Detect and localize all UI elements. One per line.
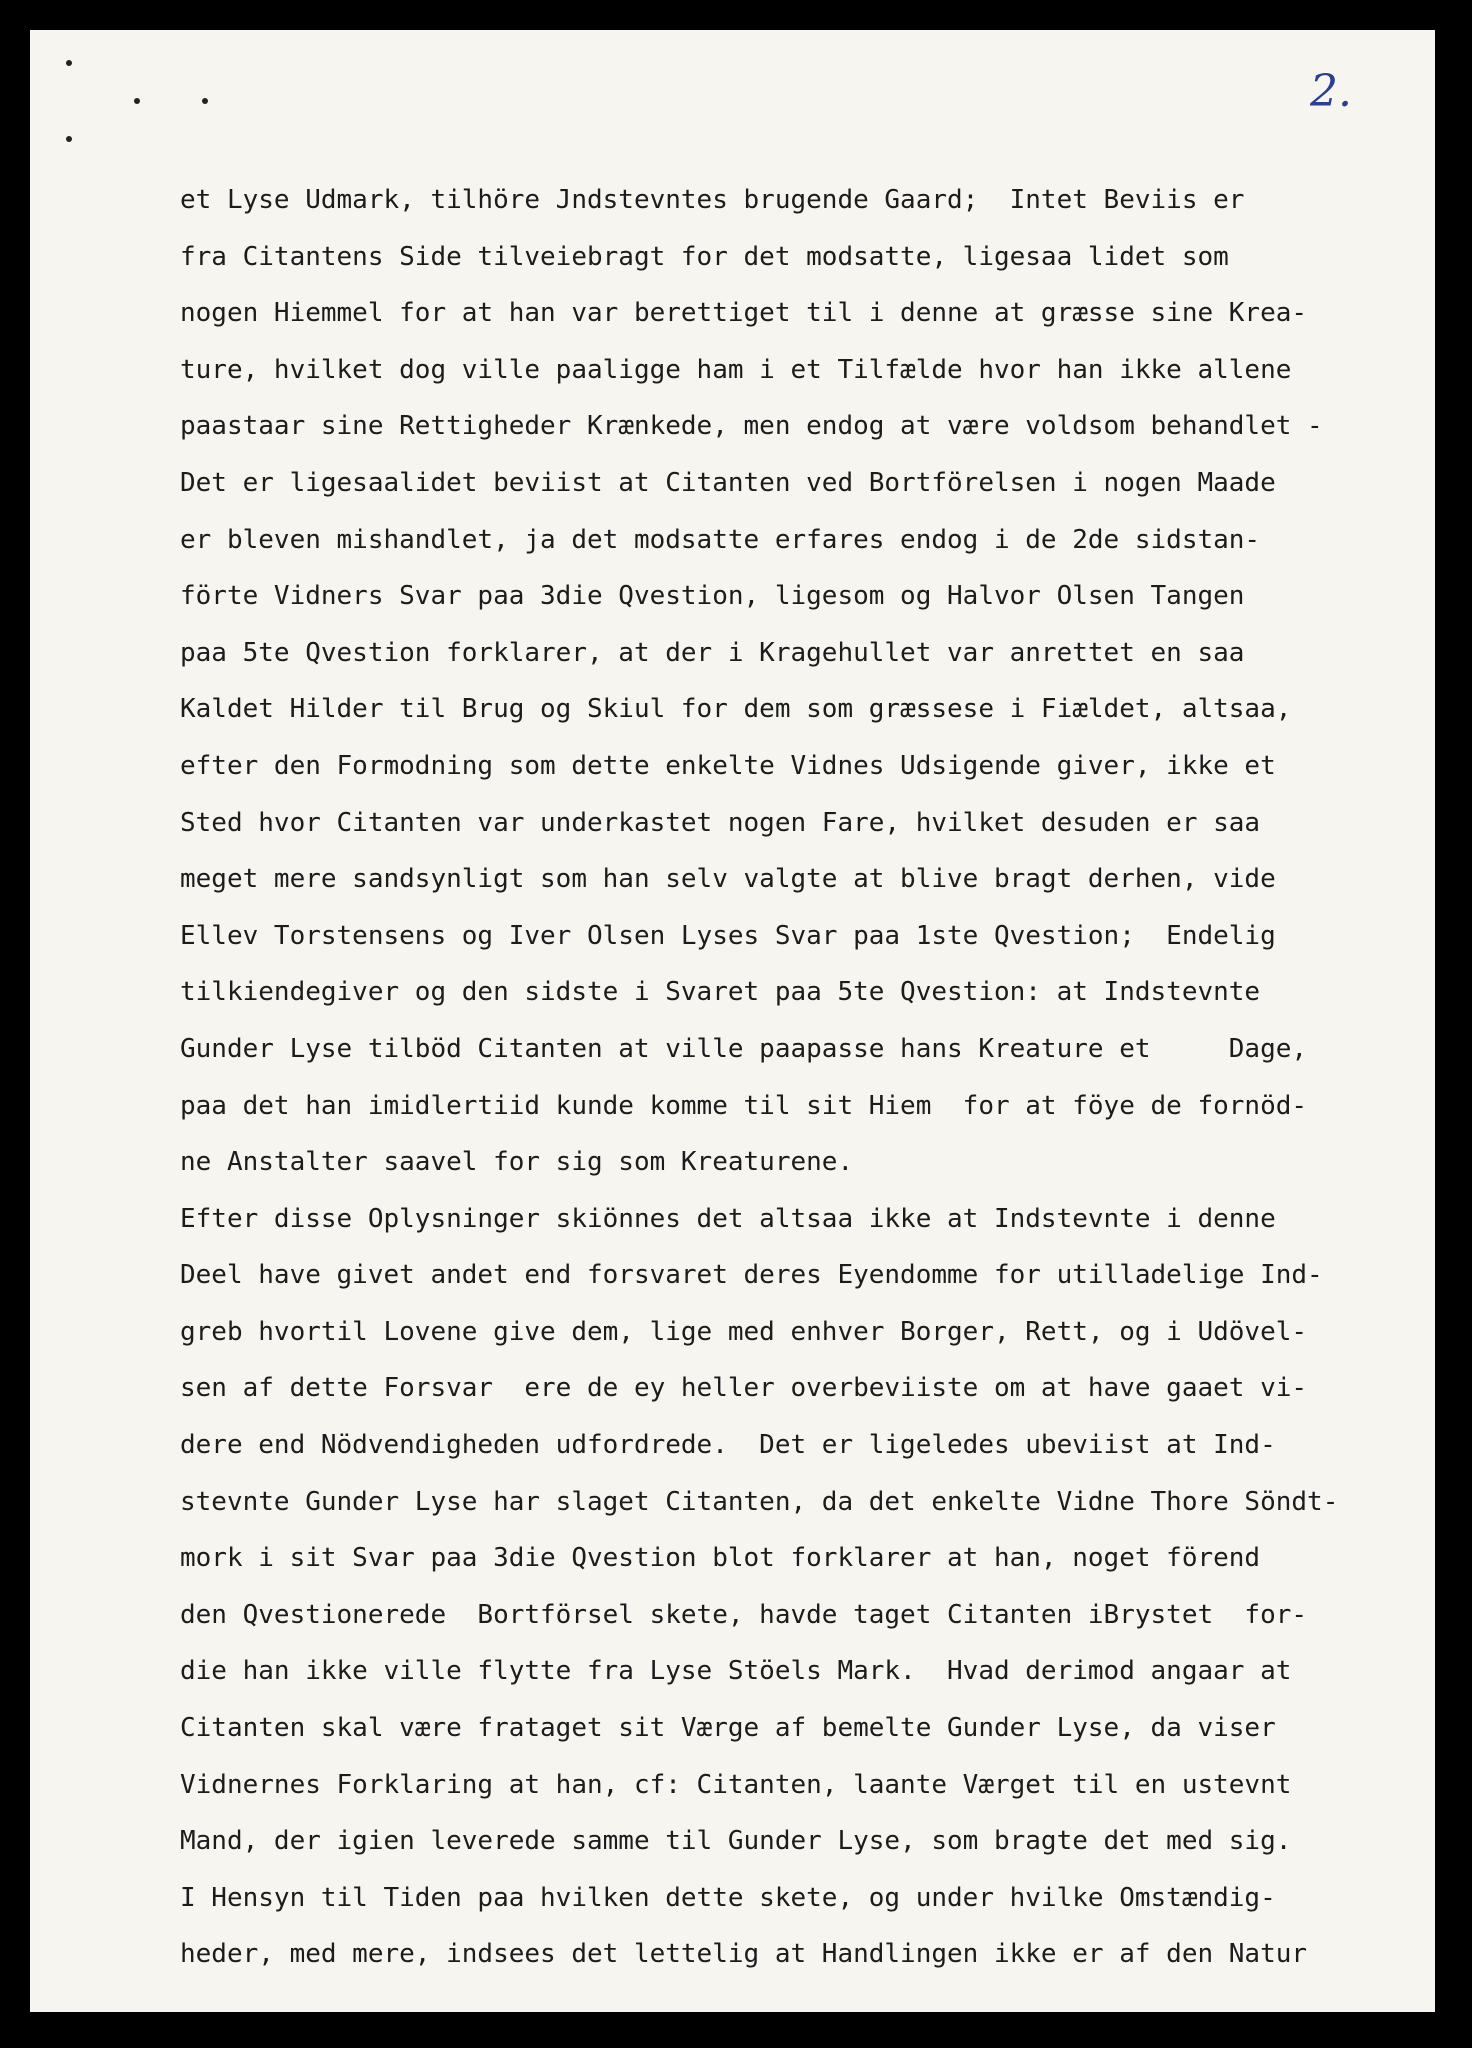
text-line: Mand, der igien leverede samme til Gunder Lyse, som bragte det med sig. xyxy=(180,1826,1292,1857)
text-line: ture, hvilket dog ville paaligge ham i et Tilfælde hvor han ikke allene xyxy=(180,354,1292,385)
text-line: Citanten skal være frataget sit Værge af bemelte Gunder Lyse, da viser xyxy=(180,1713,1276,1744)
text-line: förte Vidners Svar paa 3die Qvestion, ligesom og Halvor Olsen Tangen xyxy=(180,581,1245,612)
text-line: er bleven mishandlet, ja det modsatte erfares endog i de 2de sidstan- xyxy=(180,524,1261,555)
text-line: Gunder Lyse tilböd Citanten at ville paapasse hans Kreature et Dage, xyxy=(180,1033,1308,1064)
text-line: greb hvortil Lovene give dem, lige med enhver Borger, Rett, og i Udövel- xyxy=(180,1316,1308,1347)
text-line: Ellev Torstensens og Iver Olsen Lyses Svar paa 1ste Qvestion; Endelig xyxy=(180,920,1276,951)
text-line: dere end Nödvendigheden udfordrede. Det er ligeledes ubeviist at Ind- xyxy=(180,1430,1276,1461)
text-line: paa 5te Qvestion forklarer, at der i Kragehullet var anrettet en saa xyxy=(180,637,1245,668)
text-line: Sted hvor Citanten var underkastet nogen Fare, hvilket desuden er saa xyxy=(180,807,1261,838)
text-line: die han ikke ville flytte fra Lyse Stöels Mark. Hvad derimod angaar at xyxy=(180,1656,1292,1687)
document-page xyxy=(30,30,1435,2012)
text-line: paastaar sine Rettigheder Krænkede, men endog at være voldsom behandlet - xyxy=(180,411,1323,442)
text-line: Det er ligesaalidet beviist at Citanten ved Bortförelsen i nogen Maade xyxy=(180,467,1276,498)
text-line: mork i sit Svar paa 3die Qvestion blot forklarer at han, noget förend xyxy=(180,1543,1261,1574)
text-line: fra Citantens Side tilveiebragt for det modsatte, ligesaa lidet som xyxy=(180,241,1229,272)
text-line: stevnte Gunder Lyse har slaget Citanten, da det enkelte Vidne Thore Söndt- xyxy=(180,1486,1339,1517)
text-line: Efter disse Oplysninger skiönnes det altsaa ikke at Indstevnte i denne xyxy=(180,1203,1276,1234)
text-line: et Lyse Udmark, tilhöre Jndstevntes brugende Gaard; Intet Beviis er xyxy=(180,185,1245,215)
text-line: nogen Hiemmel for at han var berettiget til i denne at græsse sine Krea- xyxy=(180,298,1308,329)
margin-mark xyxy=(202,98,208,104)
text-line: ne Anstalter saavel for sig som Kreaturene. xyxy=(180,1147,854,1178)
margin-mark xyxy=(66,60,72,66)
text-line: heder, med mere, indsees det lettelig at Handlingen ikke er af den Natur xyxy=(180,1939,1308,1970)
text-line: Kaldet Hilder til Brug og Skiul for dem som græssese i Fiældet, altsaa, xyxy=(180,694,1292,725)
text-line: paa det han imidlertiid kunde komme til sit Hiem for at föye de fornöd- xyxy=(180,1090,1308,1121)
text-line: Vidnernes Forklaring at han, cf: Citanten, laante Værget til en ustevnt xyxy=(180,1769,1292,1800)
text-line: Deel have givet andet end forsvaret deres Eyendomme for utilladelige Ind- xyxy=(180,1260,1323,1291)
text-line: I Hensyn til Tiden paa hvilken dette skete, og under hvilke Omstændig- xyxy=(180,1882,1276,1913)
page-number: 2. xyxy=(1310,66,1352,117)
body-text xyxy=(180,172,1435,1983)
text-line: tilkiendegiver og den sidste i Svaret paa 5te Qvestion: at Indstevnte xyxy=(180,977,1261,1008)
margin-mark xyxy=(66,136,72,142)
text-line: den Qvestionerede Bortförsel skete, havde taget Citanten iBrystet for- xyxy=(180,1599,1308,1630)
text-line: sen af dette Forsvar ere de ey heller overbeviiste om at have gaaet vi- xyxy=(180,1373,1308,1404)
margin-mark xyxy=(134,98,140,104)
text-line: efter den Formodning som dette enkelte Vidnes Udsigende giver, ikke et xyxy=(180,750,1276,781)
text-line: meget mere sandsynligt som han selv valgte at blive bragt derhen, vide xyxy=(180,864,1276,895)
